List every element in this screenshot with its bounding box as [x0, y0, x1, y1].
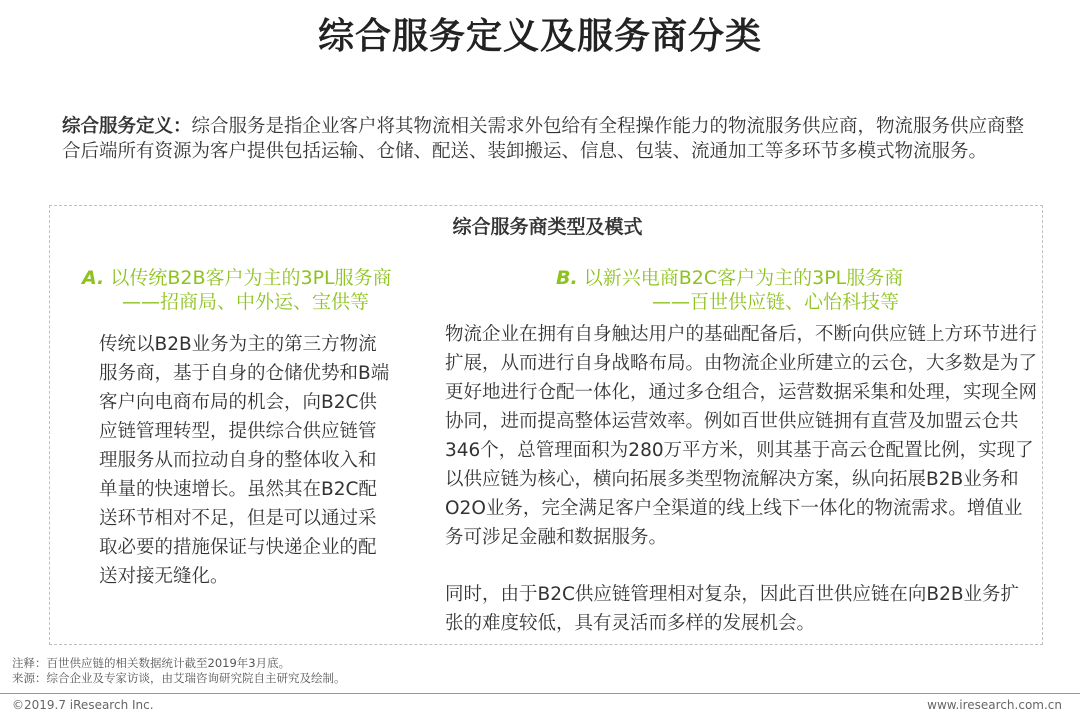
note-line: 注释：百世供应链的相关数据统计截至2019年3月底。 [12, 656, 291, 670]
definition-text: 综合服务是指企业客户将其物流相关需求外包给有全程操作能力的物流服务供应商，物流服务供应商整合后端所有资源为客户提供包括运输、仓储、配送、装卸搬运、信息、包装、流通加工等多环节多模式物流服务。 [62, 116, 1025, 162]
footer-divider [0, 693, 1080, 694]
type-a-letter: A. [82, 267, 105, 289]
type-a-examples: ——招商局、中外运、宝供等 [122, 291, 370, 313]
definition-paragraph [62, 114, 1028, 164]
definition-label: 综合服务定义： [62, 116, 192, 137]
type-a-body: 传统以B2B业务为主的第三方物流服务商，基于自身的仓储优势和B端客户向电商布局的机会，向B2C供应链管理转型，提供综合供应链管理服务从而拉动自身的整体收入和单量的快速增长。虽然其在B2C配送环节相对不足，但是可以通过采取必要的措施保证与快递企业的配送对接无缝化。 [99, 334, 390, 587]
type-b-heading [556, 266, 976, 314]
notes [12, 656, 712, 686]
type-b-body: 物流企业在拥有自身触达用户的基础配备后，不断向供应链上方环节进行扩展，从而进行自身战略布局。由物流企业所建立的云仓，大多数是为了更好地进行仓配一体化，通过多仓组合，运营数据采集和处理，实现全网协同，进而提高整体运营效率。例如百世供应链拥有直营及加盟云仓共346个，总管理面积为280万平方米，则其基于高云仓配置比例，实现了以供应链为核心，横向拓展多类型物流解决方案，纵向拓展B2B业务和O2O业务，完全满足客户全渠道的线上线下一体化的物流需求。增值业务可涉足金融和数据服务。 [445, 324, 1038, 548]
type-b-body-secondary: 同时，由于B2C供应链管理相对复杂，因此百世供应链在向B2B业务扩张的难度较低，具有灵活而多样的发展机会。 [445, 584, 1020, 634]
panel-title: 综合服务商类型及模式 [452, 216, 643, 238]
page-title: 综合服务定义及服务商分类 [317, 16, 762, 57]
type-b-heading-text: 以新兴电商B2C客户为主的3PL服务商 [583, 267, 904, 289]
type-b-letter: B. [556, 267, 578, 289]
type-a-heading-text: 以传统B2B客户为主的3PL服务商 [110, 267, 392, 289]
type-b-examples: ——百世供应链、心怡科技等 [652, 291, 900, 313]
type-a-heading [82, 266, 412, 314]
copyright: ©2019.7 iResearch Inc. [12, 698, 154, 712]
website-link[interactable]: www.iresearch.com.cn [927, 698, 1062, 712]
source-line: 来源：综合企业及专家访谈，由艾瑞咨询研究院自主研究及绘制。 [12, 671, 346, 685]
